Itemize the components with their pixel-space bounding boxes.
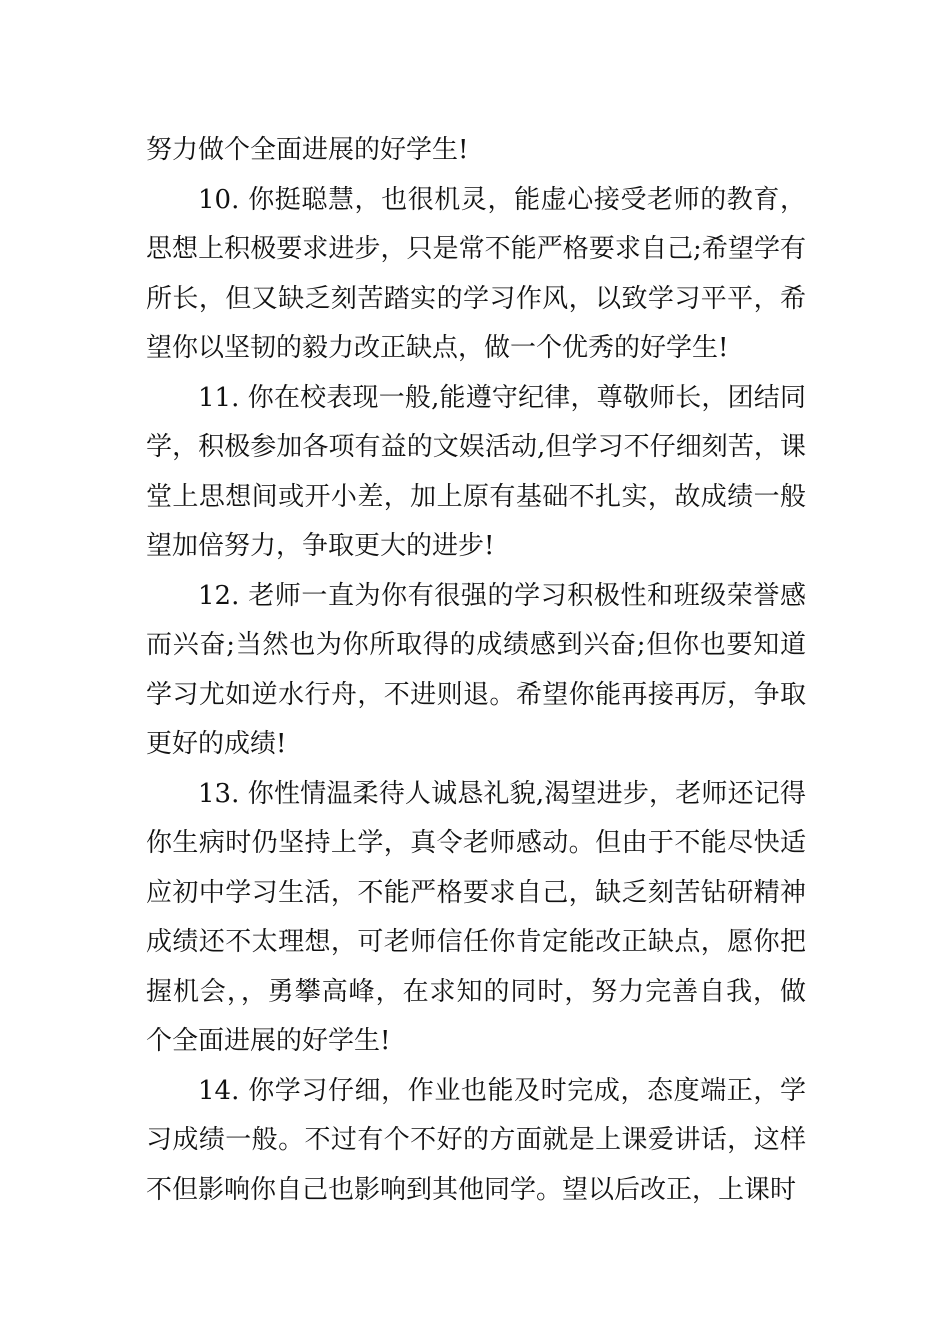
paragraph-continuation: 努力做个全面进展的好学生! xyxy=(146,135,469,165)
paragraph-comment-13: 13. 你性情温柔待人诚恳礼貌,渴望进步，老师还记得你生病时仍坚持上学，真令老师感动。但由于不能尽快适应初中学习生活，不能严格要求自己，缺乏刻苦钻研精神成绩还不太理想，可老师信任你肯定能改正缺点，愿你把握机会，，勇攀高峰，在求知的同时，努力完善自我，做个全面进展的好学生! xyxy=(146,778,806,1056)
paragraph-comment-11: 11. 你在校表现一般,能遵守纪律，尊敬师长，团结同学，积极参加各项有益的文娱活动,但学习不仔细刻苦，课堂上思想间或开小差，加上原有基础不扎实，故成绩一般望加倍努力，争取更大的进步! xyxy=(146,382,806,561)
paragraph-comment-10: 10. 你挺聪慧，也很机灵，能虚心接受老师的教育，思想上积极要求进步，只是常不能严格要求自己;希望学有所长，但又缺乏刻苦踏实的学习作风，以致学习平平，希望你以坚韧的毅力改正缺点，做一个优秀的好学生! xyxy=(146,184,806,363)
paragraph-comment-14: 14. 你学习仔细，作业也能及时完成，态度端正，学习成绩一般。不过有个不好的方面就是上课爱讲话，这样不但影响你自己也影响到其他同学。望以后改正，上课时 xyxy=(146,1075,806,1205)
document-body xyxy=(146,126,806,1215)
paragraph-comment-12: 12. 老师一直为你有很强的学习积极性和班级荣誉感而兴奋;当然也为你所取得的成绩感到兴奋;但你也要知道学习尤如逆水行舟，不进则退。希望你能再接再厉，争取更好的成绩! xyxy=(146,580,806,759)
